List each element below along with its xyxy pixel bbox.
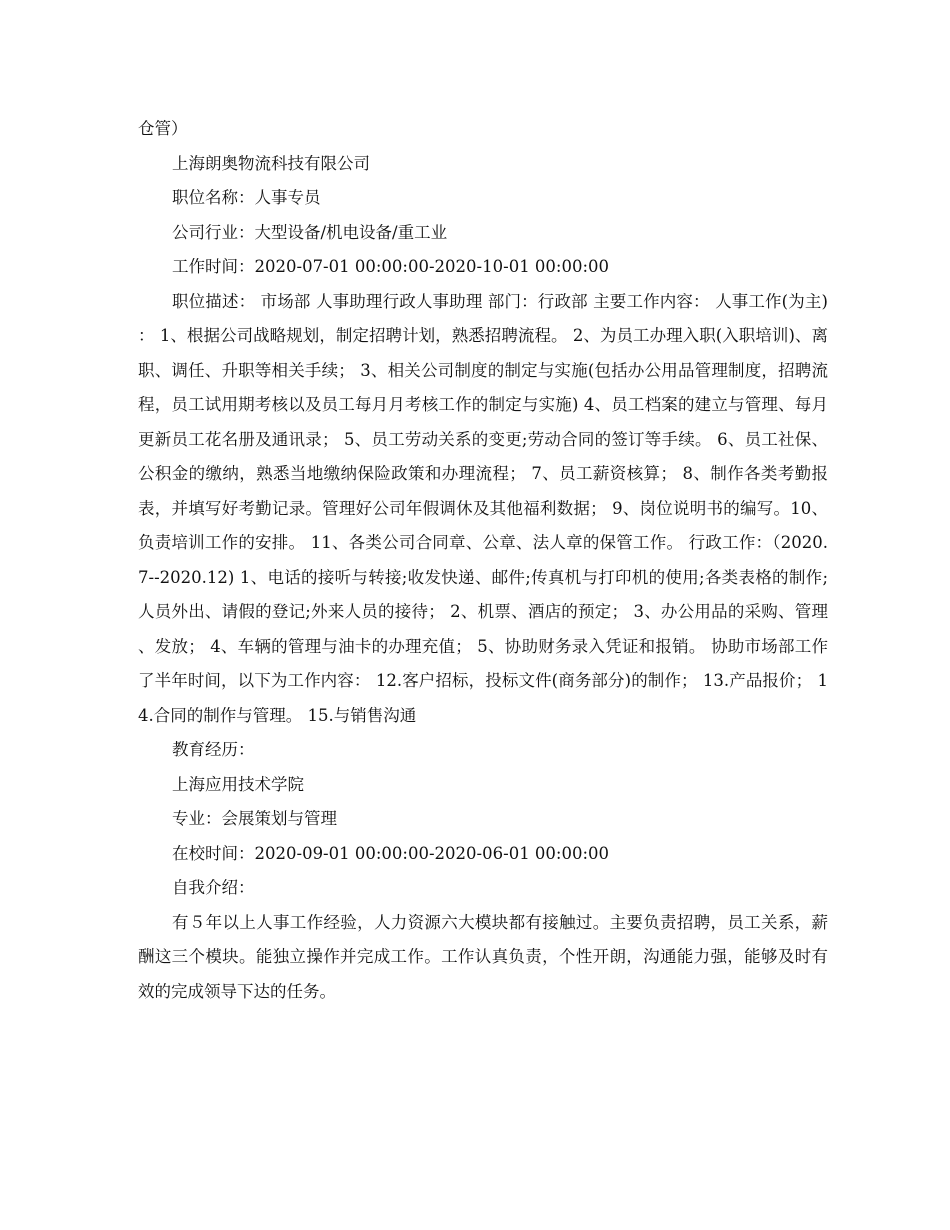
self-intro-heading: 自我介绍：: [172, 878, 255, 897]
school-name: 上海应用技术学院: [172, 774, 304, 794]
self-intro-text: 有５年以上人事工作经验，人力资源六大模块都有接触过。主要负责招聘，员工关系，薪酬这三个模块。能独立操作并完成工作。工作认真负责，个性开朗，沟通能力强，能够及时有效的完成领导下达的任务。: [138, 912, 828, 1001]
top-fragment: 仓管）: [138, 119, 188, 138]
education-heading: 教育经历：: [172, 740, 255, 759]
major: 专业：会展策划与管理: [172, 809, 337, 828]
job-description: 职位描述： 市场部 人事助理行政人事助理 部门：行政部 主要工作内容： 人事工作(为主)： 1、根据公司战略规划，制定招聘计划，熟悉招聘流程。 2、为员工办理入职(入职培训)、离职、调任、升职等相关手续； 3、相关公司制度的制定与实施(包括办公用品管理制度，招聘流程，员工试用期考核以及员工每月月考核工作的制定与实施) 4、员工档案的建立与管理、每月更新员工花名册及通讯录； 5、员工劳动关系的变更;劳动合同的签订等手续。 6、员工社保、公积金的缴纳，熟悉当地缴纳保险政策和办理流程； 7、员工薪资核算； 8、制作各类考勤报表，并填写好考勤记录。管理好公司年假调休及其他福利数据； 9、岗位说明书的编写。10、负责培训工作的安排。 11、各类公司合同章、公章、法人章的保管工作。 行政工作：（2020.7--2020.12) 1、电话的接听与转接;收发快递、邮件;传真机与打印机的使用;各类表格的制作;人员外出、请假的登记;外来人员的接待； 2、机票、酒店的预定； 3、办公用品的采购、管理、发放； 4、车辆的管理与油卡的办理充值； 5、协助财务录入凭证和报销。 协助市场部工作了半年时间，以下为工作内容： 12.客户招标，投标文件(商务部分)的制作； 13.产品报价； 14.合同的制作与管理。 15.与销售沟通: [138, 291, 828, 725]
work-time: 工作时间：2020-07-01 00:00:00-2020-10-01 00:00:00: [172, 257, 610, 276]
company-name: 上海朗奥物流科技有限公司: [172, 153, 370, 173]
resume-page: [138, 112, 828, 1009]
position-title: 职位名称：人事专员: [172, 188, 321, 207]
company-industry: 公司行业：大型设备/机电设备/重工业: [172, 222, 448, 242]
study-time: 在校时间：2020-09-01 00:00:00-2020-06-01 00:00:00: [172, 843, 610, 863]
